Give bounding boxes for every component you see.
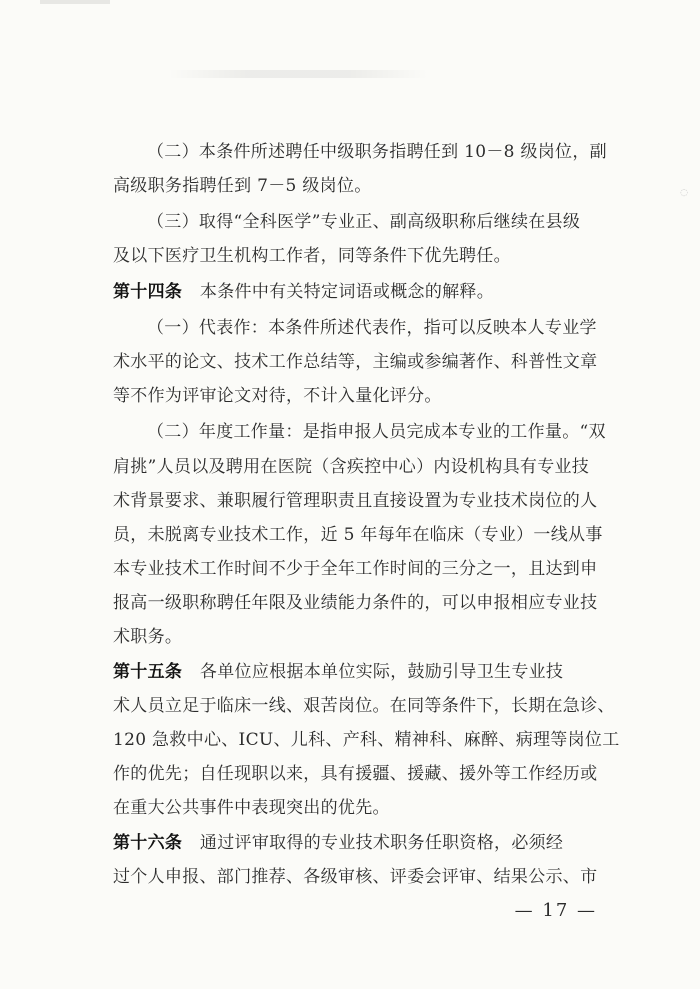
text-line: （一）代表作：本条件所述代表作，指可以反映本人专业学 <box>147 318 597 338</box>
text-line: 术职务。 <box>113 627 183 647</box>
text-line: （二）本条件所述聘任中级职务指聘任到 10－8 级岗位，副 <box>147 142 607 162</box>
text-line: 本专业技术工作时间不少于全年工作时间的三分之一，且达到申 <box>113 559 598 579</box>
text-line: 肩挑”人员以及聘用在医院（含疾控中心）内设机构具有专业技 <box>113 457 590 477</box>
text-line: 及以下医疗卫生机构工作者，同等条件下优先聘任。 <box>113 246 511 266</box>
text-line: 等不作为评审论文对待，不计入量化评分。 <box>113 386 442 406</box>
margin-mark: ◌ <box>680 188 688 198</box>
scan-artifact <box>168 70 428 78</box>
article-text: 通过评审取得的专业技术职务任职资格，必须经 <box>199 833 564 853</box>
article-15 <box>113 660 597 684</box>
text-line: 报高一级职称聘任年限及业绩能力条件的，可以申报相应专业技 <box>113 593 598 613</box>
text-line: 员，未脱离专业技术工作，近 5 年每年在临床（专业）一线从事 <box>113 525 603 545</box>
scan-edge-mark <box>40 0 110 4</box>
text-line: 作的优先；自任现职以来，具有援疆、援藏、援外等工作经历或 <box>113 764 598 784</box>
page-number: — 17 — <box>514 900 597 921</box>
article-16 <box>113 831 597 855</box>
article-14 <box>113 280 597 304</box>
article-text: 各单位应根据本单位实际，鼓励引导卫生专业技 <box>199 662 564 682</box>
text-line: 过个人申报、部门推荐、各级审核、评委会评审、结果公示、市 <box>113 867 598 887</box>
text-line: 术背景要求、兼职履行管理职责且直接设置为专业技术岗位的人 <box>113 491 598 511</box>
article-heading: 第十六条 <box>113 833 183 853</box>
text-line: 高级职务指聘任到 7－5 级岗位。 <box>113 176 372 196</box>
text-line: 在重大公共事件中表现突出的优先。 <box>113 798 390 818</box>
text-line: 术水平的论文、技术工作总结等，主编或参编著作、科普性文章 <box>113 352 598 372</box>
article-heading: 第十五条 <box>113 662 183 682</box>
text-line: （三）取得“全科医学”专业正、副高级职称后继续在县级 <box>147 212 581 232</box>
article-heading: 第十四条 <box>113 282 183 302</box>
article-text: 本条件中有关特定词语或概念的解释。 <box>199 282 495 302</box>
text-line: 术人员立足于临床一线、艰苦岗位。在同等条件下，长期在急诊、 <box>113 696 615 716</box>
text-line: 120 急救中心、ICU、儿科、产科、精神科、麻醉、病理等岗位工 <box>113 730 620 750</box>
text-line: （二）年度工作量：是指申报人员完成本专业的工作量。“双 <box>147 422 606 442</box>
